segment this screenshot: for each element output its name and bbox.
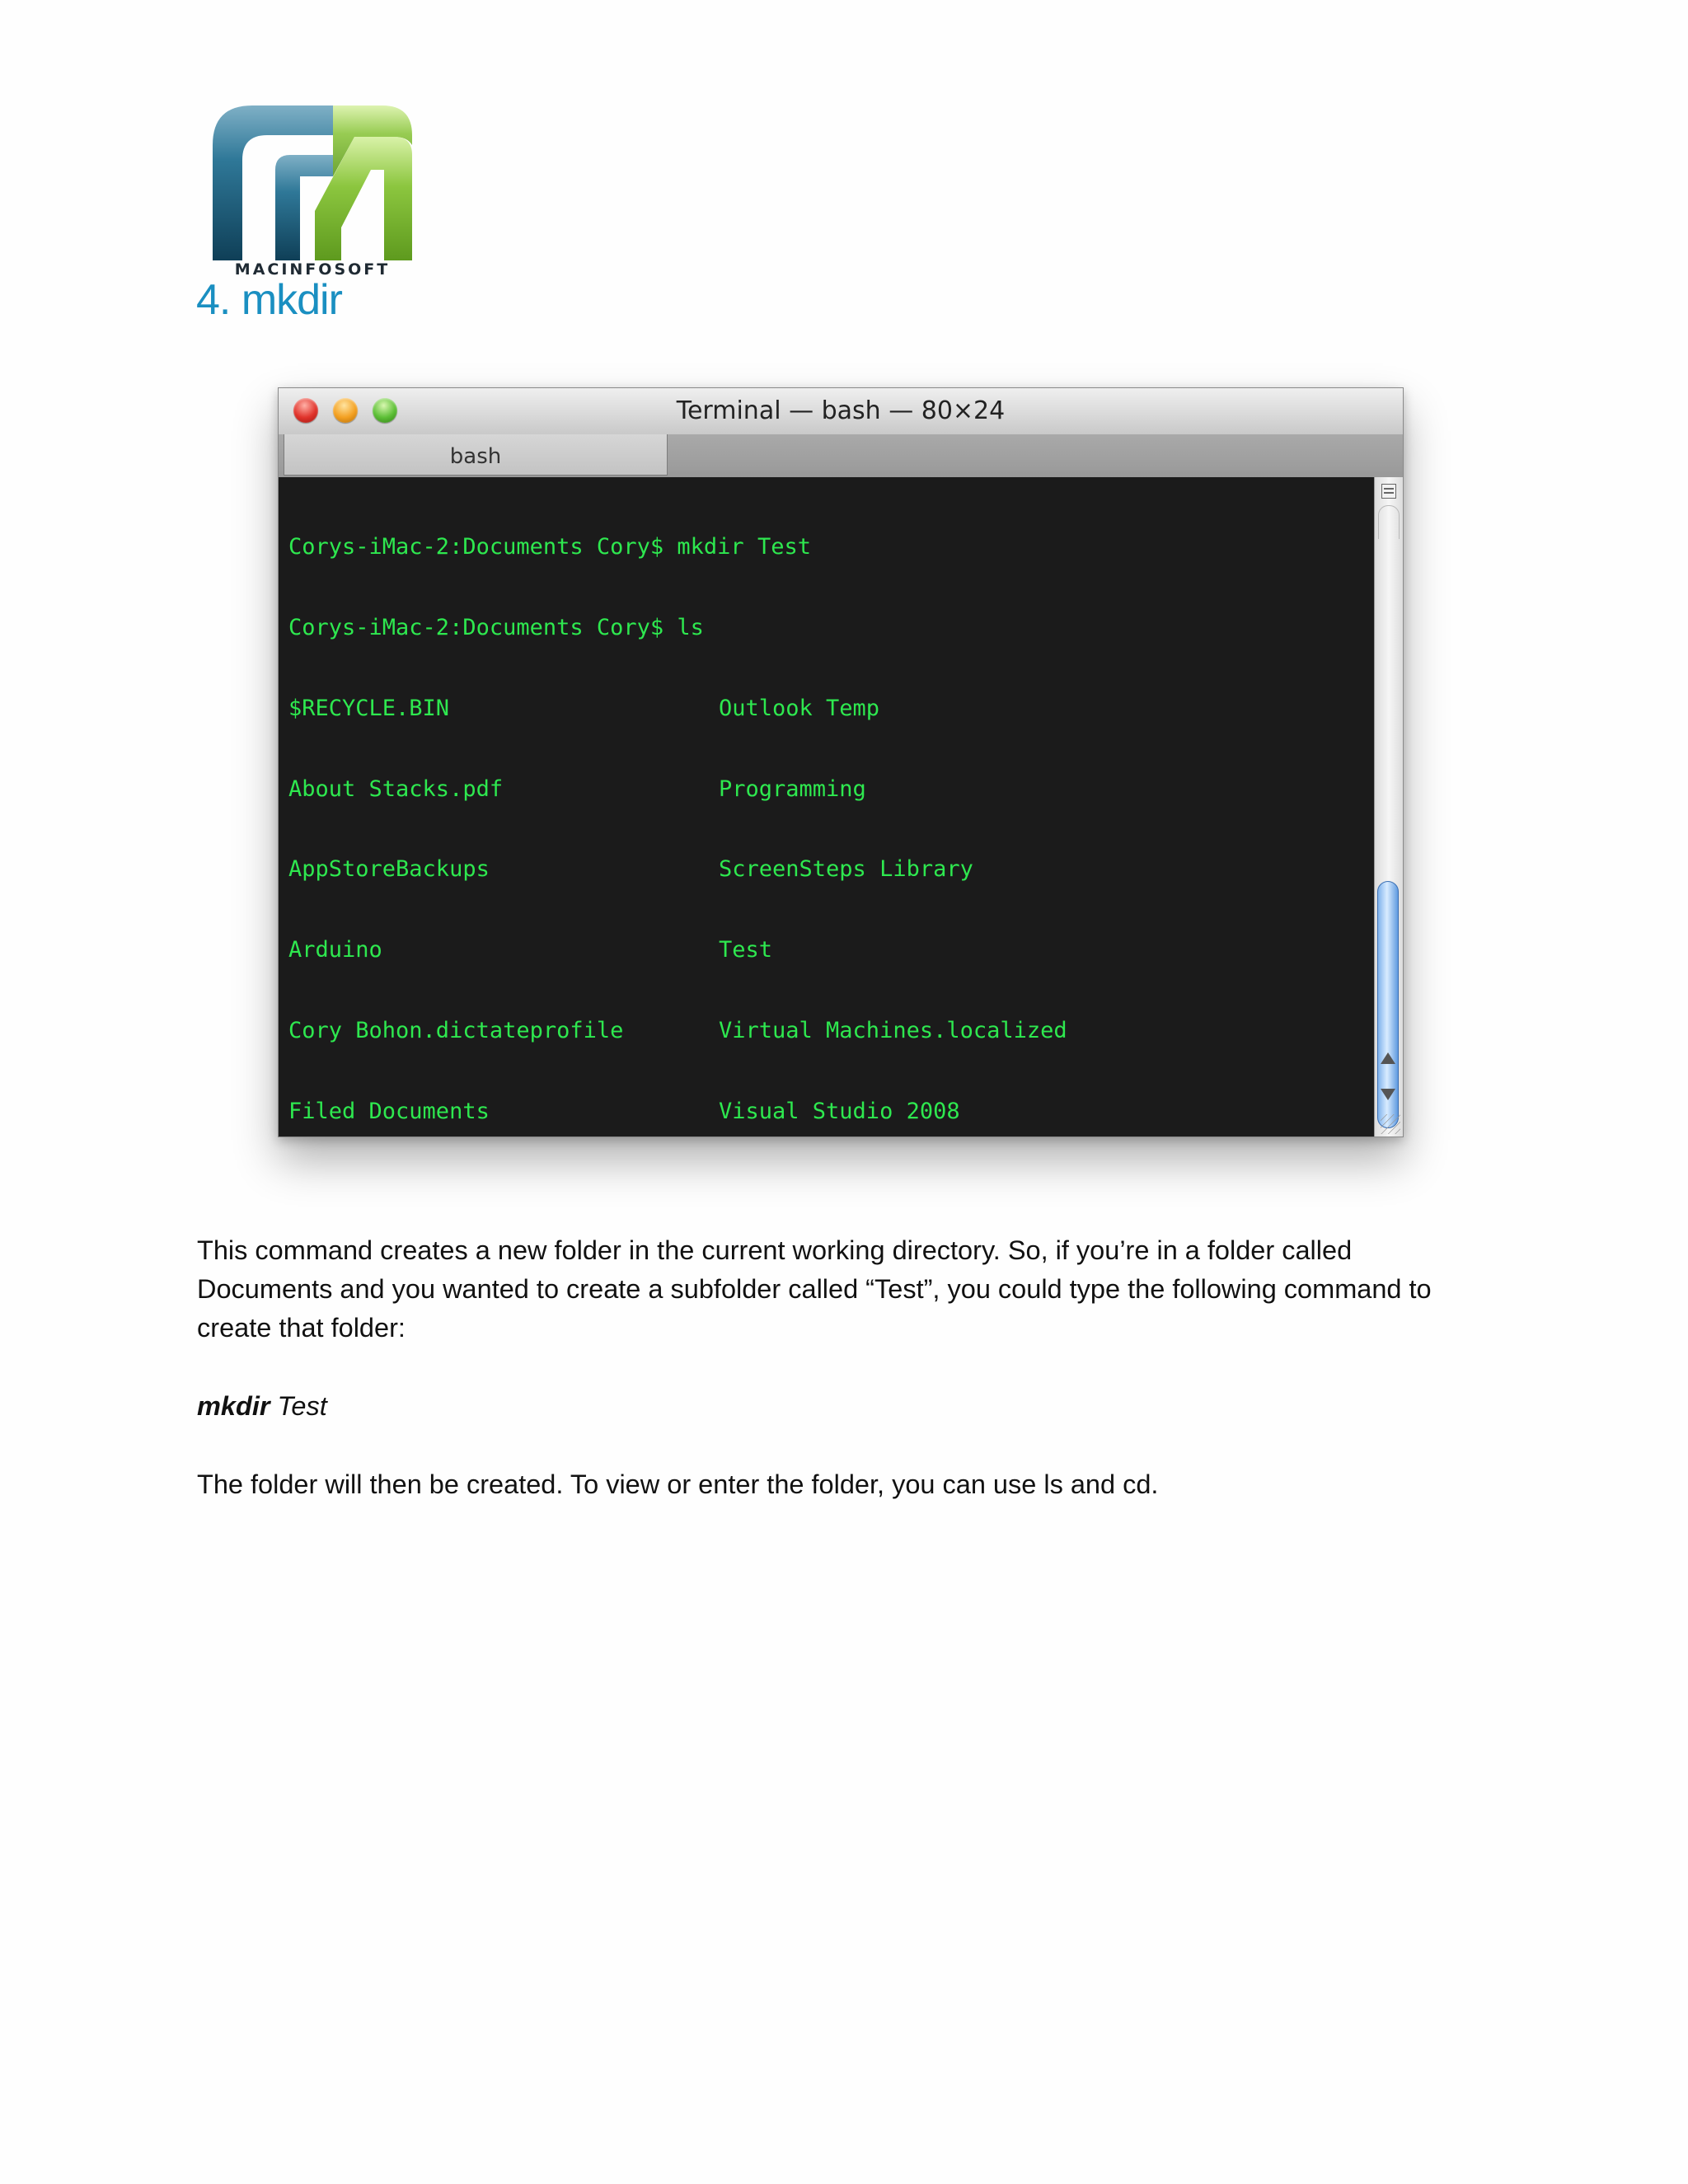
scroll-track-cap xyxy=(1378,505,1400,539)
terminal-window xyxy=(278,387,1404,1137)
section-heading: 4. mkdir xyxy=(196,276,342,324)
terminal-text xyxy=(288,480,1067,1137)
scroll-down-arrow-icon[interactable] xyxy=(1381,1089,1395,1100)
terminal-line: Corys-iMac-2:Documents Cory$ mkdir Test xyxy=(288,534,811,560)
terminal-line: About Stacks.pdf Programming xyxy=(288,776,866,802)
example-command xyxy=(197,1387,327,1426)
logo-mark-icon xyxy=(209,104,415,260)
command-argument: Test xyxy=(277,1391,327,1421)
logo-wordmark: MACINFOSOFT xyxy=(234,260,391,279)
resize-grip-icon[interactable] xyxy=(1381,1114,1400,1134)
terminal-tab-bar xyxy=(279,434,1403,478)
vertical-scrollbar[interactable] xyxy=(1374,477,1403,1137)
terminal-line: Cory Bohon.dictateprofile Virtual Machines.localized xyxy=(288,1017,1067,1043)
command-name: mkdir xyxy=(197,1391,270,1421)
terminal-line: AppStoreBackups ScreenSteps Library xyxy=(288,856,973,883)
scrollbar-menu-icon[interactable] xyxy=(1381,484,1396,499)
terminal-line: Corys-iMac-2:Documents Cory$ ls xyxy=(288,614,704,640)
terminal-titlebar[interactable] xyxy=(279,388,1403,435)
terminal-output[interactable] xyxy=(279,477,1375,1137)
tab-bash[interactable]: bash xyxy=(284,434,668,476)
terminal-line: $RECYCLE.BIN Outlook Temp xyxy=(288,695,880,721)
scroll-up-arrow-icon[interactable] xyxy=(1381,1052,1395,1064)
terminal-line: Filed Documents Visual Studio 2008 xyxy=(288,1098,960,1124)
window-title: Terminal — bash — 80×24 xyxy=(676,396,1006,425)
macinfosoft-logo xyxy=(209,104,415,282)
description-paragraph: This command creates a new folder in the current working directory. So, if you’re in a folder called Documents and you wanted to create a subfolder called “Test”, you could type the following command to create that folder: xyxy=(197,1235,1432,1343)
followup-paragraph: The folder will then be created. To view or enter the folder, you can use ls and cd. xyxy=(197,1469,1159,1499)
terminal-line: Arduino Test xyxy=(288,937,773,963)
